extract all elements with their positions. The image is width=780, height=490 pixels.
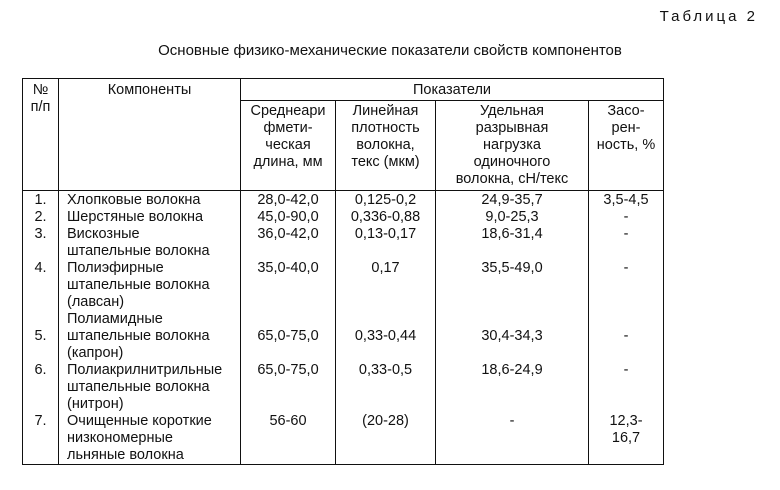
average-length: 28,0-42,0 [241, 191, 336, 210]
component-name: Полиакрилнитрильные штапельные волокна (нитрон) [59, 362, 241, 413]
header-linear-density: Линейная плотность волокна, текс (мкм) [336, 101, 436, 191]
litter: - [589, 226, 664, 260]
row-number: 4. [23, 260, 59, 311]
breaking-load: 24,9-35,7 [436, 191, 589, 210]
linear-density: 0,33-0,5 [336, 362, 436, 413]
component-name: Очищенные короткие низкономерные льняные волокна [59, 413, 241, 465]
properties-table [22, 78, 664, 465]
table-row [23, 209, 664, 226]
table-row [23, 311, 664, 362]
breaking-load: 18,6-31,4 [436, 226, 589, 260]
average-length: 56-60 [241, 413, 336, 465]
component-name: Вискозные штапельные волокна [59, 226, 241, 260]
table-row [23, 191, 664, 210]
average-length: 65,0-75,0 [241, 311, 336, 362]
header-indicators: Показатели [241, 79, 664, 101]
average-length: 45,0-90,0 [241, 209, 336, 226]
breaking-load: 9,0-25,3 [436, 209, 589, 226]
litter: - [589, 260, 664, 311]
breaking-load: - [436, 413, 589, 465]
litter: - [589, 311, 664, 362]
litter: - [589, 209, 664, 226]
table-number-label: Таблица 2 [659, 8, 758, 25]
litter: 3,5-4,5 [589, 191, 664, 210]
breaking-load: 35,5-49,0 [436, 260, 589, 311]
table-row [23, 260, 664, 311]
average-length: 35,0-40,0 [241, 260, 336, 311]
table-row [23, 226, 664, 260]
breaking-load: 30,4-34,3 [436, 311, 589, 362]
litter: - [589, 362, 664, 413]
component-name: Шерстяные волокна [59, 209, 241, 226]
row-number: 1. [23, 191, 59, 210]
row-number: 5. [23, 311, 59, 362]
component-name: Хлопковые волокна [59, 191, 241, 210]
table-caption: Основные физико-механические показатели свойств компонентов [158, 42, 622, 59]
linear-density: 0,17 [336, 260, 436, 311]
table-row [23, 413, 664, 465]
row-number: 6. [23, 362, 59, 413]
linear-density: (20-28) [336, 413, 436, 465]
row-number: 7. [23, 413, 59, 465]
table-row [23, 362, 664, 413]
row-number: 2. [23, 209, 59, 226]
litter: 12,3- 16,7 [589, 413, 664, 465]
linear-density: 0,336-0,88 [336, 209, 436, 226]
header-breaking-load: Удельная разрывная нагрузка одиночного волокна, сН/текс [436, 101, 589, 191]
component-name: Полиэфирные штапельные волокна (лавсан) [59, 260, 241, 311]
average-length: 65,0-75,0 [241, 362, 336, 413]
component-name: Полиамидные штапельные волокна (капрон) [59, 311, 241, 362]
average-length: 36,0-42,0 [241, 226, 336, 260]
linear-density: 0,13-0,17 [336, 226, 436, 260]
header-components: Компоненты [59, 79, 241, 191]
header-average-length: Среднеари фмети- ческая длина, мм [241, 101, 336, 191]
linear-density: 0,33-0,44 [336, 311, 436, 362]
linear-density: 0,125-0,2 [336, 191, 436, 210]
row-number: 3. [23, 226, 59, 260]
header-litter: Засо- рен- ность, % [589, 101, 664, 191]
header-number: № п/п [23, 79, 59, 191]
breaking-load: 18,6-24,9 [436, 362, 589, 413]
